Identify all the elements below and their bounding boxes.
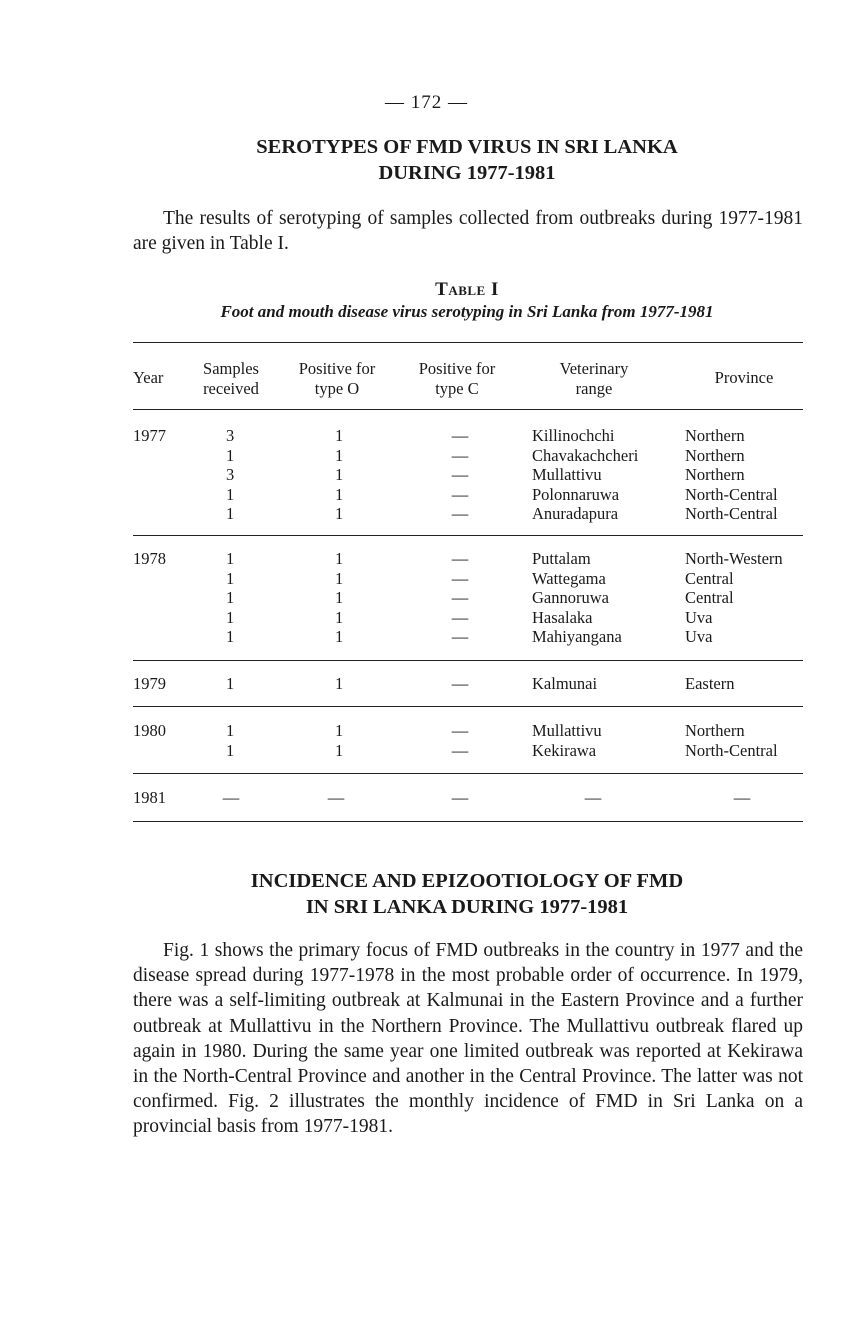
cell-type-c: — [451,568,469,588]
col-header-year: Year [133,368,164,387]
table-group-rule [133,773,803,774]
table-group-rule [133,660,803,661]
cell-type-o: 1 [335,465,344,484]
cell-veterinary-range: Wattegama [532,568,606,588]
section-title-line: INCIDENCE AND EPIZOOTIOLOGY OF FMD [250,870,684,892]
cell-province: Uva [685,627,713,646]
table-label: Table I [435,279,499,300]
section-title-line: IN SRI LANKA DURING 1977-1981 [305,896,629,918]
cell-province: North-Western [685,549,783,568]
cell-province: North-Central [685,740,778,760]
table-group-rule [133,821,803,822]
col-header-line: received [203,379,259,398]
cell-type-c: — [451,484,469,504]
col-header-line: type O [314,379,360,398]
cell-veterinary-range: Hasalaka [532,607,593,627]
cell-type-o: 1 [335,721,344,740]
cell-type-o: 1 [335,607,344,627]
cell-samples: 1 [226,504,235,523]
cell-year: 1977 [133,426,166,445]
cell-province: North-Central [685,484,778,504]
col-header-line: type C [435,379,479,398]
cell-year: 1980 [133,721,166,740]
cell-veterinary-range: Killinochchi [532,426,615,445]
cell-type-c: — [451,549,469,568]
col-header-line: Veterinary [559,359,629,378]
col-header-positive-o [283,359,391,399]
col-header-line: Samples [203,359,259,378]
col-header-samples [186,359,276,399]
cell-type-o: 1 [335,504,344,523]
cell-type-c: — [451,788,469,807]
cell-samples: 1 [226,674,235,693]
cell-veterinary-range: — [584,788,602,807]
cell-year: 1978 [133,549,166,568]
table-group-rule [133,535,803,536]
cell-type-c: — [451,588,469,607]
cell-samples: 1 [226,484,235,504]
cell-province: Northern [685,465,745,484]
cell-type-c: — [451,627,469,646]
col-header-province: Province [714,368,774,387]
cell-province: Central [685,588,734,607]
cell-province: North-Central [685,504,778,523]
section-title-line: DURING 1977-1981 [378,162,556,184]
cell-year: 1979 [133,674,166,693]
cell-type-c: — [451,504,469,523]
cell-samples: 1 [226,740,235,760]
cell-veterinary-range: Anuradapura [532,504,619,523]
cell-type-c: — [451,607,469,627]
cell-type-o: 1 [335,568,344,588]
cell-type-o: — [327,788,345,807]
cell-samples: 1 [226,445,235,465]
cell-province: Eastern [685,674,735,693]
section-title-line: SEROTYPES OF FMD VIRUS IN SRI LANKA [256,136,678,158]
cell-province: Central [685,568,734,588]
cell-samples: 1 [226,607,235,627]
table-top-rule [133,342,803,343]
table-group-rule [133,706,803,707]
cell-type-c: — [451,674,469,693]
col-header-line: range [575,379,613,398]
col-header-line: Positive for [298,359,376,378]
cell-samples: — [222,788,240,807]
page-number: — 172 — [385,92,468,113]
cell-type-o: 1 [335,484,344,504]
cell-samples: 3 [226,465,235,484]
table-header-rule [133,409,803,410]
cell-year: 1981 [133,788,166,807]
cell-type-c: — [451,426,469,445]
cell-type-o: 1 [335,588,344,607]
cell-type-o: 1 [335,426,344,445]
section-title-incidence [0,868,853,920]
cell-type-o: 1 [335,674,344,693]
cell-veterinary-range: Polonnaruwa [532,484,620,504]
cell-samples: 3 [226,426,235,445]
cell-type-c: — [451,740,469,760]
cell-province: Uva [685,607,713,627]
cell-veterinary-range: Mullattivu [532,465,602,484]
cell-samples: 1 [226,627,235,646]
incidence-paragraph: Fig. 1 shows the primary focus of FMD outbreaks in the country in 1977 and the disease spread during 1977-1978 in the most probable order of occurrence. In 1979, there was a self-limiting outbreak at Kalmunai in the Eastern Province and a further outbreak at Mullattivu in the Northern Province. The Mullattivu outbreak flared up again in 1980. During the same year one limited outbreak was reported at Kekirawa in the North-Central Province and another in the Central Province. The latter was not confirmed. Fig. 2 illustrates the monthly incidence of FMD in Sri Lanka on a provincial basis from 1977-1981. [133,940,803,1138]
cell-veterinary-range: Puttalam [532,549,591,568]
cell-veterinary-range: Chavakachcheri [532,445,639,465]
cell-veterinary-range: Kekirawa [532,740,597,760]
cell-type-o: 1 [335,549,344,568]
table-caption: Foot and mouth disease virus serotyping in Sri Lanka from 1977-1981 [220,302,714,321]
intro-paragraph: The results of serotyping of samples collected from outbreaks during 1977-1981 are given in Table I. [133,208,803,255]
section-title-serotypes [0,134,853,186]
cell-type-o: 1 [335,627,344,646]
cell-type-c: — [451,445,469,465]
cell-province: Northern [685,426,745,445]
col-header-positive-c [403,359,511,399]
cell-veterinary-range: Kalmunai [532,674,598,693]
cell-province: Northern [685,445,745,465]
cell-province: Northern [685,721,745,740]
cell-type-c: — [451,465,469,484]
cell-samples: 1 [226,588,235,607]
cell-type-o: 1 [335,445,344,465]
cell-type-c: — [451,721,469,740]
cell-type-o: 1 [335,740,344,760]
cell-veterinary-range: Mahiyangana [532,627,622,646]
cell-veterinary-range: Mullattivu [532,721,602,740]
col-header-line: Positive for [418,359,496,378]
cell-samples: 1 [226,568,235,588]
cell-samples: 1 [226,549,235,568]
col-header-veterinary-range [540,359,648,399]
cell-province: — [733,788,751,807]
cell-veterinary-range: Gannoruwa [532,588,609,607]
cell-samples: 1 [226,721,235,740]
